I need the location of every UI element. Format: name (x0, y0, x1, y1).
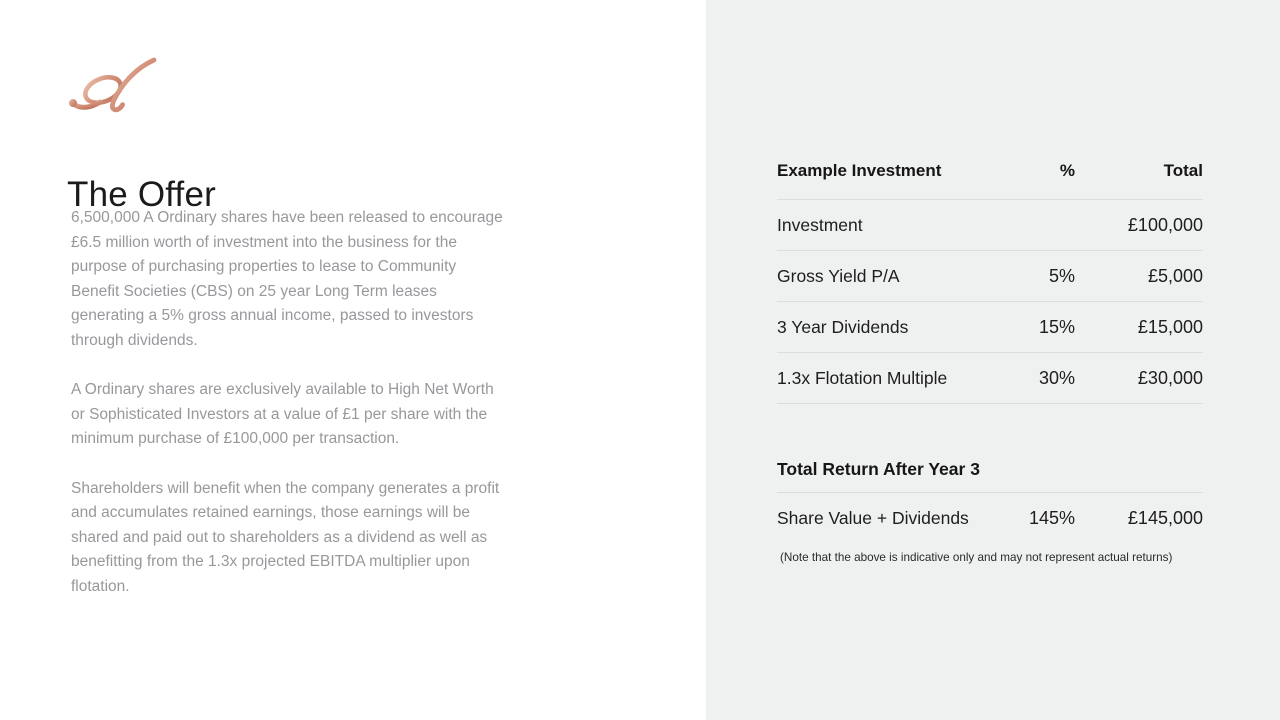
row-label: Gross Yield P/A (777, 266, 900, 286)
row-total: £145,000 (1127, 508, 1203, 528)
page-title: The Offer (67, 175, 216, 215)
table-row-gross-yield (777, 251, 1203, 302)
offer-paragraph-1: 6,500,000 A Ordinary shares have been released to encourage £6.5 million worth of investment into the business for the purpose of purchasing properties to lease to Community Benefit Societies (CBS) on 25 year Long Term leases generating a 5% gross annual income, passed to investors through dividends. (71, 209, 503, 349)
row-total: £5,000 (1147, 266, 1203, 286)
table-row-flotation-multiple (777, 353, 1203, 404)
table-header-pct: % (1059, 161, 1075, 180)
table-header-total: Total (1163, 161, 1203, 180)
row-pct: 30% (1038, 368, 1075, 388)
table-row-investment (777, 200, 1203, 251)
row-label: Share Value + Dividends (777, 508, 969, 528)
row-total: £30,000 (1137, 368, 1203, 388)
row-pct: 15% (1038, 317, 1075, 337)
row-pct: 145% (1028, 508, 1075, 528)
table-header-row (777, 160, 1203, 200)
total-return-heading: Total Return After Year 3 (777, 457, 1203, 493)
row-label: Investment (777, 215, 863, 235)
example-investment-table (777, 160, 1203, 565)
brand-script-a-logo (66, 57, 158, 117)
row-pct: 5% (1048, 266, 1075, 286)
row-label: 3 Year Dividends (777, 317, 909, 337)
row-total: £100,000 (1127, 215, 1203, 235)
row-label: 1.3x Flotation Multiple (777, 368, 948, 388)
offer-paragraph-3: Shareholders will benefit when the company generates a profit and accumulates retained earnings, those earnings will be shared and paid out to shareholders as a dividend as well as benefitting from the 1.3x projected EBITDA multiplier upon flotation. (71, 479, 500, 595)
indicative-returns-note: (Note that the above is indicative only and may not represent actual returns) (780, 551, 1173, 564)
table-row-share-value-dividends (777, 493, 1203, 543)
row-total: £15,000 (1137, 317, 1203, 337)
offer-paragraph-2: A Ordinary shares are exclusively available to High Net Worth or Sophisticated Investors at a value of £1 per share with the minimum purchase of £100,000 per transaction. (71, 381, 494, 447)
offer-description (71, 206, 503, 624)
table-row-3-year-dividends (777, 302, 1203, 353)
table-header-label: Example Investment (777, 161, 942, 180)
